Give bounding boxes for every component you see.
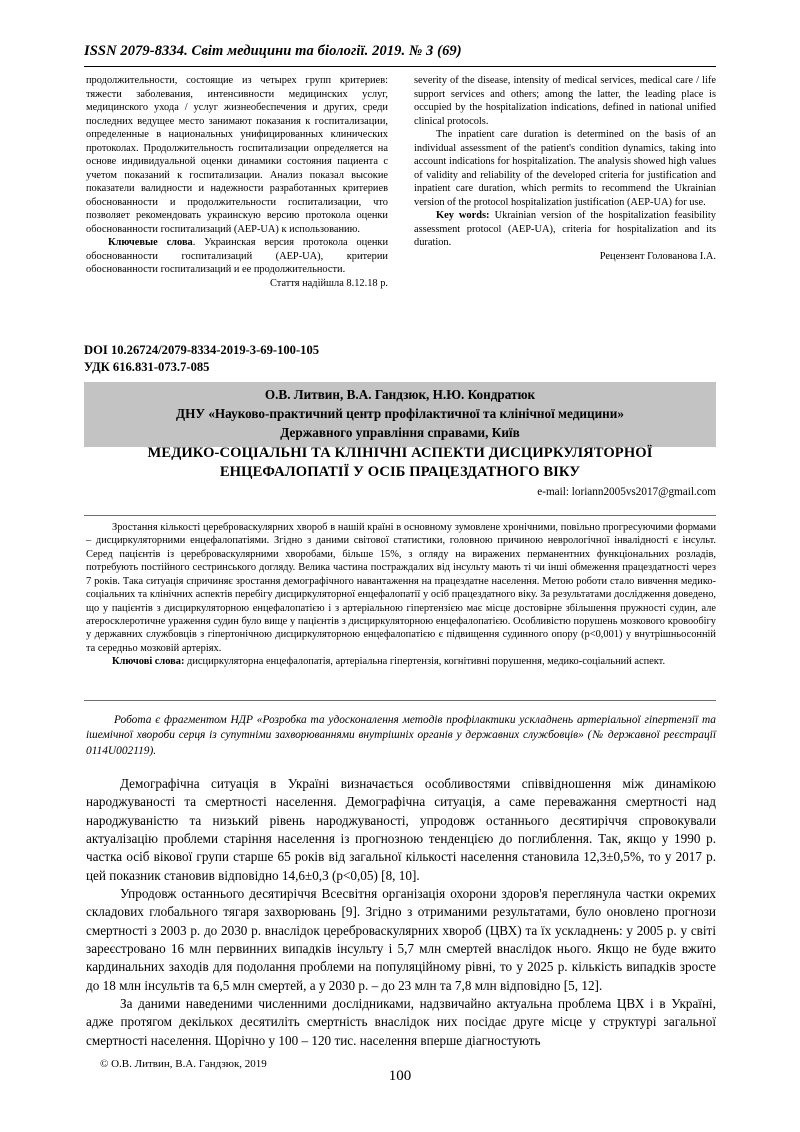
- udk-line: УДК 616.831-073.7-085: [84, 359, 210, 374]
- abstract-column-english: [414, 74, 716, 290]
- abstract-en-keywords: [414, 209, 716, 250]
- abstract-ukrainian: [86, 521, 716, 669]
- abstract-en-continued: severity of the disease, intensity of medical services, medical care / life support services and others; among the latter, the leading place is occupied by the hospitalization indications, defined in national unified clinical protocols.: [414, 75, 716, 127]
- keywords-text-ru: . Украинская версия протокола оценки обоснованности госпитализаций (AEP-UA), критерии обоснованности госпитализаций и ее продолжительности.: [86, 237, 389, 276]
- abstract-ua-keywords: [86, 655, 716, 668]
- affiliation-line-1: ДНУ «Науково-практичний центр профілактичної та клінічної медицини»: [176, 406, 624, 421]
- contact-email: e-mail: loriann2005vs2017@gmail.com: [537, 486, 716, 498]
- abstract-column-russian: [86, 74, 388, 290]
- keywords-text-en: Ukrainian version of the hospitalization feasibility assessment protocol (AEP-UA), criteria for hospitalization and its duration.: [414, 210, 716, 249]
- funding-note-text: Робота є фрагментом НДР «Розробка та удосконалення методів профілактики ускладнень артеріальної гіпертензії та ішемічної хвороби серця із супутніми захворюваннями внутрішніх органів у державних службовців» (№ державної реєстрації 0114U002119).: [86, 714, 716, 757]
- abstract-en-paragraph-two: The inpatient care duration is determined on the basis of an individual assessment of the patient's condition dynamics, taking into account indications for hospitalization. The analysis showed high values of validity and reliability of the developed criteria for justification and inpatient care duration, which permits to recommend the Ukrainian version of the protocol hospitalization justification (AEP-UA) for use.: [414, 129, 716, 208]
- affiliation-line-2: Державного управління справами, Київ: [280, 425, 520, 440]
- keywords-label-en: Key words:: [436, 210, 490, 222]
- keywords-label-ru: Ключевые слова: [108, 237, 193, 249]
- body-paragraph: Упродовж останнього десятиріччя Всесвітня організація охорони здоров'я переглянула частки окремих складових глобального тягаря захворювань [9]. Згідно з отриманими результатами, було оновлено прогнози смертності з 2003 р. до 2030 р. внаслідок цереброваскулярних хвороб (ЦВХ) та їх ускладнень: у 2005 р. у світі зареєстровано 16 млн первинних випадків інсульту і 5,7 млн смертей внаслідок нього. Якщо не буде вжито кардинальних заходів для подолання проблеми на популяційному рівні, то у 2025 р. кількість випадків зросте до 18 млн інсультів та 6,5 млн смертей, а у 2030 р. – до 23 млн та 7,8 млн відповідно [5, 12].: [86, 886, 716, 993]
- keywords-text-ua: дисциркуляторна енцефалопатія, артеріальна гіпертензія, когнітивні порушення, медико-соціальний аспект.: [184, 656, 666, 668]
- page-title: [104, 444, 696, 481]
- abstract-bottom-rule: [84, 700, 716, 701]
- body-paragraph: За даними наведеними численними дослідниками, надзвичайно актуальна проблема ЦВХ і в Україні, адже протягом декількох десятиліть смертність внаслідок них посідає друге місце у структурі загальної смертності населення. Щорічно у 100 – 120 тис. населення вперше діагностують: [86, 996, 716, 1048]
- running-head-rule: [84, 66, 716, 67]
- page-number: 100: [388, 1068, 412, 1084]
- authors-block: [84, 382, 716, 447]
- body-paragraph: Демографічна ситуація в Україні визначається особливостями співвідношення між динамікою народжуваності та смертності населення. Демографічна ситуація, а саме переважання смертності над народжуваністю та низький рівень народжуваності, упродовж останнього десятиріччя спровокували актуалізацію проблеми старіння населення із прогнозною тенденцією до поглиблення. Так, якщо у 1990 р. частка осіб вікової групи старше 65 років від загальної кількості населення становила 12,3±0,5%, то у 2017 р. цей показник становив відповідно 14,6±0,3 (p<0,05) [8, 10].: [86, 776, 716, 883]
- received-date: Стаття надійшла 8.12.18 р.: [270, 277, 388, 289]
- abstract-ru-continued: продолжительности, состоящие из четырех групп критериев: тяжести заболевания, интенсивности медицинских услуг, медицинского ухода / услуг жизнеобеспечения и других, среди последних ведущее место занимают показания к госпитализации, определенные в национальных унифицированных клинических протоколах. Продолжительность госпитализации определяется на основе индивидуальной оценки динамики состояния пациента с учетом показаний к госпитализации. Анализ показал высокие показатели валидности и надежности разработанных критериев обоснованности и продолжительности госпитализации, что позволяет рекомендовать украинскую версию протокола оценки обоснованности госпитализаций (AEP-UA) к использованию.: [86, 75, 388, 235]
- title-line-2: ЕНЦЕФАЛОПАТІЇ У ОСІБ ПРАЦЕЗДАТНОГО ВІКУ: [219, 463, 581, 480]
- author-names: О.В. Литвин, В.А. Гандзюк, Н.Ю. Кондратюк: [264, 387, 536, 402]
- abstract-top-rule: [84, 515, 716, 516]
- title-line-1: МЕДИКО-СОЦІАЛЬНІ ТА КЛІНІЧНІ АСПЕКТИ ДИСЦИРКУЛЯТОРНОЇ: [147, 445, 653, 461]
- copyright-line: © О.В. Литвин, В.А. Гандзюк, 2019: [100, 1058, 267, 1070]
- keywords-label-ua: Ключові слова:: [112, 656, 185, 668]
- abstract-ru-keywords: [86, 236, 388, 277]
- identifier-block: [84, 342, 319, 375]
- abstract-two-column-block: [86, 74, 716, 290]
- abstract-ua-text: Зростання кількості цереброваскулярних хвороб в нашій країні в основному зумовлене хронічними, повільно прогресуючими формами – дисциркуляторними енцефалопатіями. Згідно з даними світової статистики, головною причиною неврологічної інвалідності є інсульт. Серед пацієнтів із цереброваскулярними хворобами, більше 15%, з огляду на виражених перманентних функціональних розладів, потребують постійного сестринського догляду. Велика частина постраждалих від інсульту мають ті чи інші обмеження працездатності через 7 років. Така ситуація спричиняє зростання демографічного навантаження на працездатне населення. Метою роботи стало вивчення медико-соціальних та клінічних аспектів перебігу дисциркуляторної енцефалопатії у осіб працездатного віку. За результатами дослідження доведено, що у пацієнтів з дисциркуляторною енцефалопатією і з артеріальною гіпертензією має місце достовірне збільшення пружності судин, але атеросклеротичне ураження судин було вище у пацієнтів з дисциркуляторною енцефалопатією. Особливістю порушень мозкового кровообігу у державних службовців з гіпертонічною дисциркуляторною енцефалопатією є підвищення судинного опору (p<0,001) у внутрішньосонній та середньо мозковій артеріях.: [86, 522, 716, 654]
- funding-note: [86, 713, 716, 759]
- running-head: ISSN 2079-8334. Світ медицини та біології. 2019. № 3 (69): [84, 43, 462, 59]
- doi-line: DOI 10.26724/2079-8334-2019-3-69-100-105: [84, 343, 320, 357]
- reviewer-name: Рецензент Голованова І.А.: [599, 250, 716, 262]
- article-body: [86, 775, 716, 1050]
